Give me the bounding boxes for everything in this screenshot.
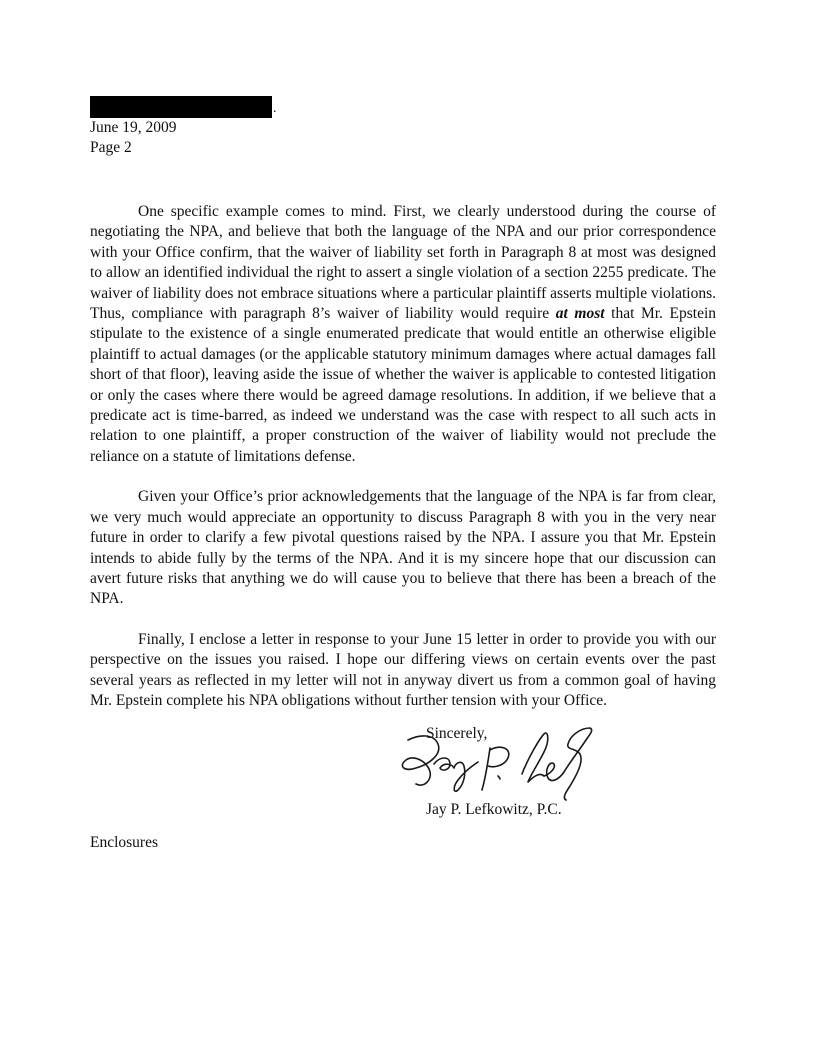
enclosures-note: Enclosures xyxy=(90,834,159,851)
body-paragraph-2: Given your Office’s prior acknowledgements that the language of the NPA is far from clear, we very much would appreciate an opportunity to discuss Paragraph 8 with you in the very near future in order to clarify a few pivotal questions raised by the NPA. I assure you that Mr. Epstein intends to abide fully by the terms of the NPA. And it is my sincere hope that our discussion can avert future risks that anything we do will cause you to believe that there has been a breach of the NPA. xyxy=(90,488,716,608)
closing-salutation: Sincerely, xyxy=(426,725,488,742)
page-number: Page 2 xyxy=(90,139,132,156)
signer-name: Jay P. Lefkowitz, P.C. xyxy=(426,801,562,818)
redaction-bar xyxy=(90,96,272,118)
paragraph-1-part-a: One specific example comes to mind. First, we clearly understood during the course of negotiating the NPA, and believe that both the language of the NPA and our prior correspondence with your Office confirm, that the waiver of liability set forth in Paragraph 8 at most was designed to allow an identified individual the right to assert a single violation of a section 2255 predicate. The waiver of liability does not embrace situations where a particular plaintiff asserts multiple violations. Thus, compliance with paragraph 8’s waiver of liability would require xyxy=(90,203,716,323)
letter-date: June 19, 2009 xyxy=(90,119,177,136)
handwritten-signature xyxy=(394,718,604,804)
body-paragraph-3: Finally, I enclose a letter in response to your June 15 letter in order to provide you with our perspective on the issues you raised. I hope our differing views on certain events over the past several years as reflected in my letter will not in anyway divert us from a common goal of having Mr. Epstein complete his NPA obligations without further tension with your Office. xyxy=(90,630,716,709)
body-paragraph-1 xyxy=(90,202,716,467)
paragraph-1-part-b: that Mr. Epstein stipulate to the existence of a single enumerated predicate that would entitle an otherwise eligible plaintiff to actual damages (or the applicable statutory minimum damages where actual damages fall short of that floor), leaving aside the issue of whether the waiver is applicable to contested litigation or only the cases where there would be agreed damage resolutions. In addition, if we believe that a predicate act is time-barred, as indeed we understand was the case with respect to all such acts in relation to one plaintiff, a proper construction of the waiver of liability would not preclude the reliance on a statute of limitations defense. xyxy=(90,305,717,465)
page-header xyxy=(90,118,177,158)
paragraph-1-emphasis: at most xyxy=(555,305,605,323)
redaction-trailing-mark: . xyxy=(273,101,277,116)
letter-body xyxy=(90,202,716,711)
